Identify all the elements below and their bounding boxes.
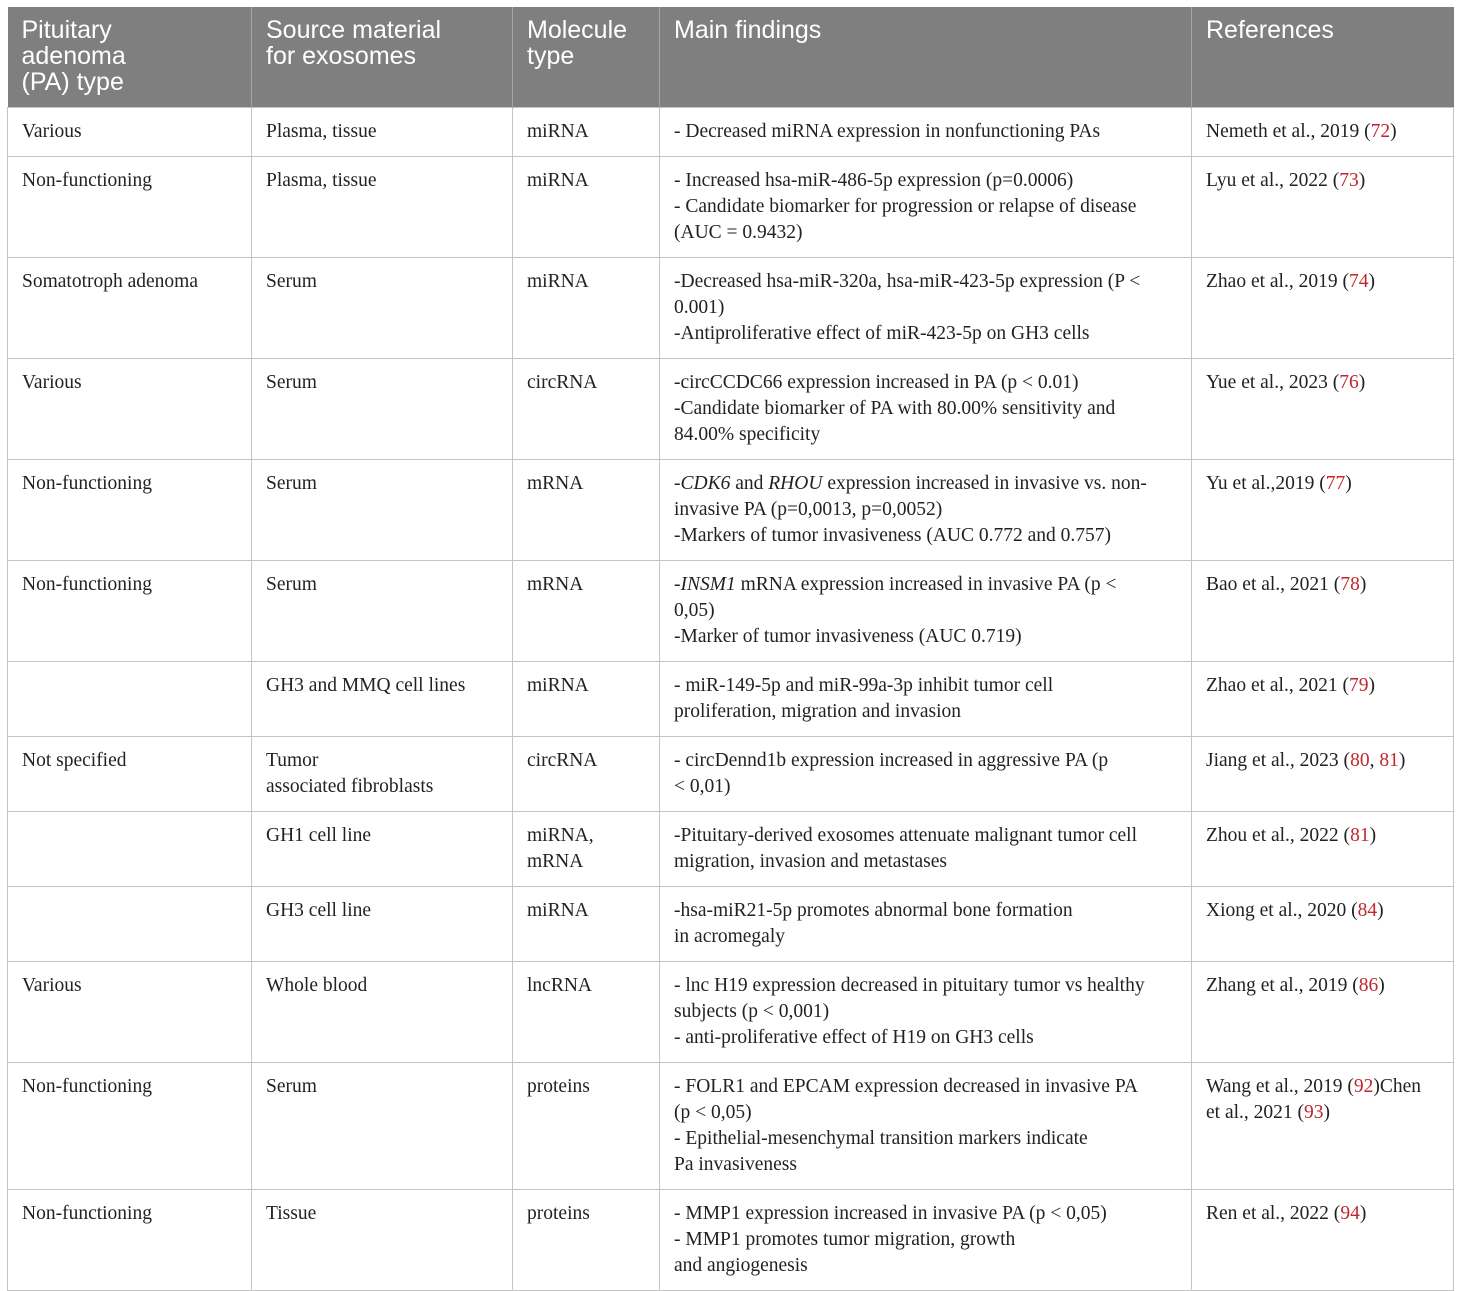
table-row: [8, 812, 1454, 887]
cell-line: Various: [22, 121, 82, 142]
cell-line: [1206, 269, 1439, 295]
text-segment: -hsa-miR21-5p promotes abnormal bone formation: [674, 900, 1073, 921]
cell-line: Plasma, tissue: [266, 170, 377, 191]
cell-line: [674, 471, 1177, 497]
text-segment: -Markers of tumor invasiveness (AUC 0.772 and 0.757): [674, 525, 1112, 546]
pa-type-cell: [8, 962, 252, 1063]
cell-line: [1206, 572, 1439, 598]
pa-type-cell: [8, 258, 252, 359]
cell-line: Tumor: [266, 750, 319, 771]
text-segment: Xiong et al., 2020 (: [1206, 900, 1358, 921]
source-material-cell: [252, 359, 513, 460]
text-segment: migration, invasion and metastases: [674, 851, 947, 872]
text-segment: Zhao et al., 2021 (: [1206, 675, 1349, 696]
main-findings-cell: [660, 460, 1192, 561]
molecule-type-cell: [513, 1190, 660, 1291]
cell-line: Non-functioning: [22, 574, 152, 595]
main-findings-cell: [660, 359, 1192, 460]
cell-line: miRNA: [527, 271, 589, 292]
molecule-type-cell: [513, 108, 660, 157]
cell-line: proteins: [527, 1076, 590, 1097]
text-segment: - Candidate biomarker for progression or relapse of disease: [674, 196, 1137, 217]
text-segment: - MMP1 promotes tumor migration, growth: [674, 1229, 1016, 1250]
molecule-type-cell: [513, 1063, 660, 1190]
text-segment: mRNA expression increased in invasive PA (p <: [735, 574, 1117, 595]
molecule-type-cell: [513, 737, 660, 812]
references-cell: [1192, 887, 1454, 962]
header-row: [8, 7, 1454, 108]
cell-line: [674, 194, 1177, 220]
text-segment: Nemeth et al., 2019 (: [1206, 121, 1371, 142]
table-body: [8, 108, 1454, 1291]
cell-line: proteins: [527, 1203, 590, 1224]
text-segment: expression increased in invasive vs. non-: [822, 473, 1147, 494]
header-main-findings: [660, 7, 1192, 108]
reference-link[interactable]: 74: [1348, 271, 1369, 292]
table-row: [8, 1190, 1454, 1291]
reference-link[interactable]: 84: [1357, 900, 1378, 921]
text-segment: (AUC = 0.9432): [674, 222, 803, 243]
main-findings-cell: [660, 108, 1192, 157]
cell-line: Serum: [266, 1076, 317, 1097]
cell-line: Serum: [266, 574, 317, 595]
text-segment: and: [730, 473, 769, 494]
text-segment: -Decreased hsa-miR-320a, hsa-miR-423-5p expression (P <: [674, 271, 1141, 292]
cell-line: Non-functioning: [22, 473, 152, 494]
text-segment: ): [1345, 473, 1352, 494]
cell-line: [1206, 119, 1439, 145]
references-cell: [1192, 812, 1454, 887]
pa-type-cell: [8, 108, 252, 157]
pa-type-cell: [8, 812, 252, 887]
cell-line: Somatotroph adenoma: [22, 271, 199, 292]
reference-link[interactable]: 93: [1304, 1102, 1324, 1123]
header-line: Main findings: [674, 16, 822, 44]
molecule-type-cell: [513, 460, 660, 561]
pa-type-cell: [8, 359, 252, 460]
cell-line: [674, 370, 1177, 396]
table-header: [8, 7, 1454, 108]
text-segment: -Pituitary-derived exosomes attenuate malignant tumor cell: [674, 825, 1137, 846]
cell-line: Serum: [266, 271, 317, 292]
cell-line: [674, 1074, 1177, 1100]
molecule-type-cell: [513, 962, 660, 1063]
reference-link[interactable]: 81: [1350, 825, 1370, 846]
pa-type-cell: [8, 662, 252, 737]
exosome-findings-table: [7, 7, 1454, 1291]
source-material-cell: [252, 962, 513, 1063]
references-cell: [1192, 662, 1454, 737]
cell-line: miRNA: [527, 170, 589, 191]
cell-line: mRNA: [527, 574, 584, 595]
cell-line: miRNA: [527, 121, 589, 142]
gene-name: CDK6: [680, 473, 731, 494]
cell-line: [674, 924, 1177, 950]
text-segment: in acromegaly: [674, 926, 785, 947]
cell-line: [1206, 748, 1439, 774]
reference-link[interactable]: 76: [1339, 372, 1359, 393]
pa-type-cell: [8, 1190, 252, 1291]
references-cell: [1192, 359, 1454, 460]
header-source-material: [252, 7, 513, 108]
molecule-type-cell: [513, 561, 660, 662]
source-material-cell: [252, 258, 513, 359]
text-segment: Zhao et al., 2019 (: [1206, 271, 1349, 292]
cell-line: Plasma, tissue: [266, 121, 377, 142]
text-segment: - anti-proliferative effect of H19 on GH3 cells: [674, 1027, 1034, 1048]
source-material-cell: [252, 157, 513, 258]
source-material-cell: [252, 812, 513, 887]
text-segment: Wang et al., 2019 (: [1206, 1076, 1354, 1097]
table-row: [8, 561, 1454, 662]
reference-link[interactable]: 81: [1379, 750, 1399, 771]
reference-link[interactable]: 77: [1325, 473, 1346, 494]
text-segment: Ren et al., 2022 (: [1206, 1203, 1341, 1224]
cell-line: circRNA: [527, 750, 598, 771]
pa-type-cell: [8, 561, 252, 662]
reference-link[interactable]: 80: [1350, 750, 1370, 771]
main-findings-cell: [660, 662, 1192, 737]
cell-line: [674, 321, 1177, 347]
text-segment: ): [1368, 675, 1375, 696]
table-row: [8, 258, 1454, 359]
pa-type-cell: [8, 737, 252, 812]
cell-line: Non-functioning: [22, 1203, 152, 1224]
text-segment: 84.00% specificity: [674, 424, 821, 445]
cell-line: [674, 295, 1177, 321]
text-segment: -: [674, 473, 681, 494]
source-material-cell: [252, 662, 513, 737]
text-segment: ): [1398, 750, 1406, 771]
reference-link[interactable]: 94: [1340, 1203, 1360, 1224]
reference-link[interactable]: 78: [1340, 574, 1360, 595]
source-material-cell: [252, 887, 513, 962]
molecule-type-cell: [513, 258, 660, 359]
text-segment: Zhou et al., 2022 (: [1206, 825, 1351, 846]
main-findings-cell: [660, 258, 1192, 359]
cell-line: [1206, 471, 1439, 497]
cell-line: Not specified: [22, 750, 127, 771]
cell-line: Various: [22, 372, 82, 393]
cell-line: [674, 898, 1177, 924]
text-segment: Bao et al., 2021 (: [1206, 574, 1341, 595]
main-findings-cell: [660, 962, 1192, 1063]
reference-link[interactable]: 73: [1339, 170, 1359, 191]
source-material-cell: [252, 1063, 513, 1190]
text-segment: -Antiproliferative effect of miR-423-5p on GH3 cells: [674, 323, 1090, 344]
text-segment: Yu et al.,2019 (: [1206, 473, 1326, 494]
cell-line: lncRNA: [527, 975, 592, 996]
cell-line: [674, 774, 1177, 800]
text-segment: - circDennd1b expression increased in aggressive PA (p: [674, 750, 1109, 771]
references-cell: [1192, 962, 1454, 1063]
cell-line: mRNA: [527, 473, 584, 494]
cell-line: [674, 269, 1177, 295]
main-findings-cell: [660, 561, 1192, 662]
text-segment: - Epithelial-mesenchymal transition markers indicate: [674, 1128, 1088, 1149]
cell-line: [674, 1152, 1177, 1178]
source-material-cell: [252, 108, 513, 157]
cell-line: [674, 220, 1177, 246]
header-line: adenoma: [21, 42, 126, 70]
cell-line: [674, 1227, 1177, 1253]
cell-line: [1206, 168, 1439, 194]
table-row: [8, 662, 1454, 737]
text-segment: 0.001): [674, 297, 725, 318]
text-segment: ): [1358, 372, 1366, 393]
table-row: [8, 157, 1454, 258]
pa-type-cell: [8, 1063, 252, 1190]
cell-line: [674, 673, 1177, 699]
pa-type-cell: [8, 157, 252, 258]
cell-line: Non-functioning: [22, 170, 152, 191]
source-material-cell: [252, 737, 513, 812]
text-segment: - Increased hsa-miR-486-5p expression (p=0.0006): [674, 170, 1074, 191]
cell-line: [674, 999, 1177, 1025]
cell-line: [674, 1100, 1177, 1126]
cell-line: [674, 497, 1177, 523]
text-segment: - miR-149-5p and miR-99a-3p inhibit tumor cell: [674, 675, 1054, 696]
cell-line: [674, 523, 1177, 549]
text-segment: 0,05): [674, 600, 715, 621]
source-material-cell: [252, 460, 513, 561]
header-pa-type: [8, 7, 252, 108]
text-segment: Pa invasiveness: [674, 1154, 797, 1175]
cell-line: [674, 823, 1177, 849]
cell-line: [674, 598, 1177, 624]
text-segment: ): [1390, 121, 1397, 142]
references-cell: [1192, 157, 1454, 258]
text-segment: ): [1323, 1102, 1331, 1123]
cell-line: [674, 422, 1177, 448]
cell-line: [674, 396, 1177, 422]
cell-line: Serum: [266, 372, 317, 393]
pa-type-cell: [8, 460, 252, 561]
text-segment: and angiogenesis: [674, 1255, 808, 1276]
table-row: [8, 460, 1454, 561]
text-segment: proliferation, migration and invasion: [674, 701, 962, 722]
cell-line: [1206, 370, 1439, 396]
molecule-type-cell: [513, 812, 660, 887]
text-segment: ): [1369, 825, 1377, 846]
cell-line: [1206, 673, 1439, 699]
text-segment: -circCCDC66 expression increased in PA (p < 0.01): [674, 372, 1079, 393]
text-segment: )Chen: [1373, 1076, 1422, 1097]
source-material-cell: [252, 1190, 513, 1291]
cell-line: [674, 973, 1177, 999]
header-line: Molecule: [527, 16, 628, 44]
cell-line: Non-functioning: [22, 1076, 152, 1097]
cell-line: [1206, 1201, 1439, 1227]
reference-link[interactable]: 86: [1358, 975, 1379, 996]
cell-line: miRNA: [527, 675, 589, 696]
text-segment: Yue et al., 2023 (: [1206, 372, 1340, 393]
main-findings-cell: [660, 157, 1192, 258]
text-segment: ): [1377, 900, 1384, 921]
text-segment: -Marker of tumor invasiveness (AUC 0.719): [674, 626, 1022, 647]
main-findings-cell: [660, 887, 1192, 962]
text-segment: subjects (p < 0,001): [674, 1001, 830, 1022]
text-segment: -Candidate biomarker of PA with 80.00% sensitivity and: [674, 398, 1116, 419]
header-line: References: [1206, 16, 1334, 44]
cell-line: Serum: [266, 473, 317, 494]
cell-line: miRNA,: [527, 825, 594, 846]
reference-link[interactable]: 79: [1348, 675, 1369, 696]
table-row: [8, 962, 1454, 1063]
cell-line: GH3 cell line: [266, 900, 372, 921]
table-row: [8, 359, 1454, 460]
header-line: type: [527, 42, 575, 70]
table-row: [8, 887, 1454, 962]
text-segment: (p < 0,05): [674, 1102, 752, 1123]
text-segment: ): [1359, 1203, 1367, 1224]
cell-line: [674, 168, 1177, 194]
cell-line: [674, 1025, 1177, 1051]
cell-line: [1206, 823, 1439, 849]
text-segment: < 0,01): [674, 776, 731, 797]
cell-line: GH3 and MMQ cell lines: [266, 675, 466, 696]
main-findings-cell: [660, 1190, 1192, 1291]
cell-line: [674, 1201, 1177, 1227]
text-segment: invasive PA (p=0,0013, p=0,0052): [674, 499, 943, 520]
text-segment: Zhang et al., 2019 (: [1206, 975, 1359, 996]
header-line: Pituitary: [21, 16, 112, 44]
text-segment: Lyu et al., 2022 (: [1206, 170, 1340, 191]
cell-line: [674, 748, 1177, 774]
cell-line: Various: [22, 975, 82, 996]
references-cell: [1192, 561, 1454, 662]
references-cell: [1192, 108, 1454, 157]
pa-type-cell: [8, 887, 252, 962]
text-segment: ): [1378, 975, 1385, 996]
cell-line: [1206, 973, 1439, 999]
cell-line: [674, 699, 1177, 725]
cell-line: [674, 1126, 1177, 1152]
cell-line: [1206, 1074, 1439, 1100]
references-cell: [1192, 258, 1454, 359]
references-cell: [1192, 1190, 1454, 1291]
cell-line: [674, 849, 1177, 875]
cell-line: mRNA: [527, 851, 584, 872]
text-segment: Jiang et al., 2023 (: [1206, 750, 1351, 771]
text-segment: ): [1358, 170, 1366, 191]
main-findings-cell: [660, 812, 1192, 887]
cell-line: GH1 cell line: [266, 825, 372, 846]
reference-link[interactable]: 92: [1353, 1076, 1374, 1097]
text-segment: - Decreased miRNA expression in nonfunctioning PAs: [674, 121, 1101, 142]
cell-line: [674, 572, 1177, 598]
cell-line: circRNA: [527, 372, 598, 393]
text-segment: -: [674, 574, 681, 595]
references-cell: [1192, 1063, 1454, 1190]
cell-line: associated fibroblasts: [266, 776, 434, 797]
cell-line: [674, 624, 1177, 650]
molecule-type-cell: [513, 887, 660, 962]
table-row: [8, 737, 1454, 812]
references-cell: [1192, 460, 1454, 561]
header-line: for exosomes: [266, 42, 417, 70]
header-line: Source material: [266, 16, 442, 44]
text-segment: - FOLR1 and EPCAM expression decreased in invasive PA: [674, 1076, 1138, 1097]
header-references: [1192, 7, 1454, 108]
cell-line: [674, 119, 1177, 145]
cell-line: miRNA: [527, 900, 589, 921]
text-segment: ): [1368, 271, 1375, 292]
molecule-type-cell: [513, 359, 660, 460]
text-segment: ): [1359, 574, 1367, 595]
molecule-type-cell: [513, 662, 660, 737]
gene-name: RHOU: [768, 473, 823, 494]
main-findings-cell: [660, 737, 1192, 812]
cell-line: [1206, 1100, 1439, 1126]
text-segment: - lnc H19 expression decreased in pituitary tumor vs healthy: [674, 975, 1145, 996]
references-cell: [1192, 737, 1454, 812]
reference-link[interactable]: 72: [1370, 121, 1391, 142]
text-segment: et al., 2021 (: [1206, 1102, 1305, 1123]
text-segment: ,: [1369, 750, 1380, 771]
text-segment: - MMP1 expression increased in invasive PA (p < 0,05): [674, 1203, 1107, 1224]
header-molecule-type: [513, 7, 660, 108]
source-material-cell: [252, 561, 513, 662]
cell-line: Tissue: [266, 1203, 317, 1224]
molecule-type-cell: [513, 157, 660, 258]
cell-line: [674, 1253, 1177, 1279]
main-findings-cell: [660, 1063, 1192, 1190]
table-row: [8, 108, 1454, 157]
table-row: [8, 1063, 1454, 1190]
cell-line: [1206, 898, 1439, 924]
cell-line: Whole blood: [266, 975, 368, 996]
gene-name: INSM1: [680, 574, 736, 595]
header-line: (PA) type: [21, 68, 124, 96]
